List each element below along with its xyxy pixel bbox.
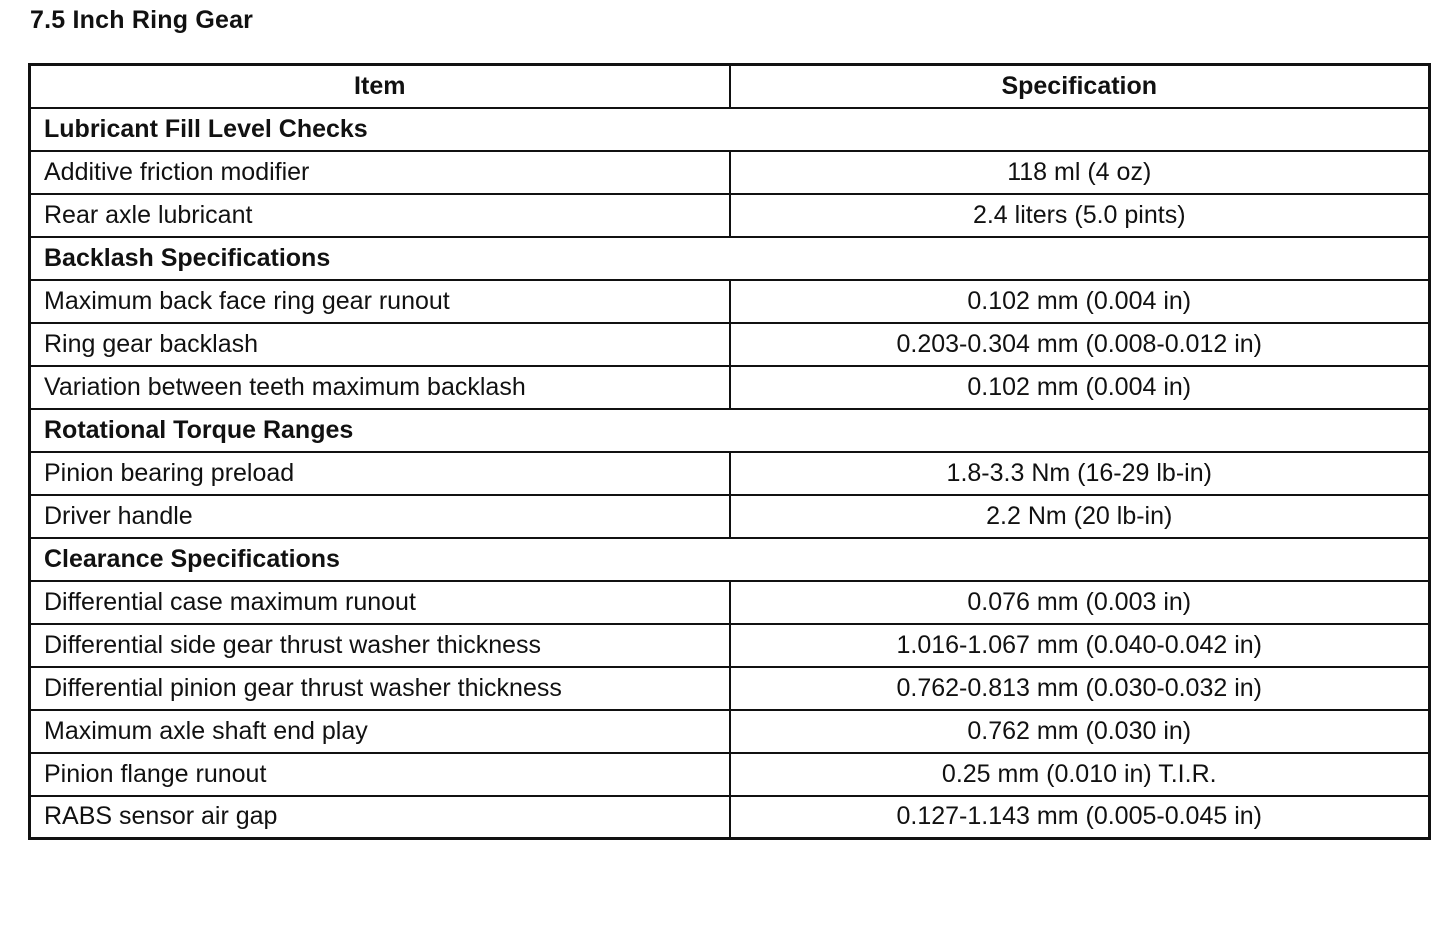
table-row [30, 624, 1430, 667]
spec-cell: 0.762 mm (0.030 in) [730, 710, 1430, 753]
section-clearance-specifications: Clearance Specifications [30, 538, 1430, 581]
header-item: Item [30, 65, 730, 108]
table-row [30, 366, 1430, 409]
section-row [30, 108, 1430, 151]
item-cell: RABS sensor air gap [30, 796, 730, 839]
spec-cell: 0.076 mm (0.003 in) [730, 581, 1430, 624]
section-row [30, 237, 1430, 280]
section-row [30, 409, 1430, 452]
item-cell: Maximum back face ring gear runout [30, 280, 730, 323]
spec-cell: 1.016-1.067 mm (0.040-0.042 in) [730, 624, 1430, 667]
item-cell: Ring gear backlash [30, 323, 730, 366]
item-cell: Rear axle lubricant [30, 194, 730, 237]
table-row [30, 323, 1430, 366]
table-row [30, 710, 1430, 753]
spec-cell: 0.203-0.304 mm (0.008-0.012 in) [730, 323, 1430, 366]
item-cell: Additive friction modifier [30, 151, 730, 194]
section-backlash-specifications: Backlash Specifications [30, 237, 1430, 280]
table-row [30, 151, 1430, 194]
item-cell: Differential pinion gear thrust washer thickness [30, 667, 730, 710]
spec-cell: 2.2 Nm (20 lb-in) [730, 495, 1430, 538]
table-header-row [30, 65, 1430, 108]
item-cell: Maximum axle shaft end play [30, 710, 730, 753]
spec-cell: 0.25 mm (0.010 in) T.I.R. [730, 753, 1430, 796]
spec-cell: 2.4 liters (5.0 pints) [730, 194, 1430, 237]
spec-cell: 0.102 mm (0.004 in) [730, 366, 1430, 409]
spec-table [28, 63, 1431, 840]
item-cell: Variation between teeth maximum backlash [30, 366, 730, 409]
table-row [30, 753, 1430, 796]
table-row [30, 194, 1430, 237]
item-cell: Driver handle [30, 495, 730, 538]
spec-cell: 118 ml (4 oz) [730, 151, 1430, 194]
table-row [30, 452, 1430, 495]
table-row [30, 280, 1430, 323]
item-cell: Pinion flange runout [30, 753, 730, 796]
table-row [30, 495, 1430, 538]
table-row [30, 796, 1430, 839]
table-row [30, 581, 1430, 624]
item-cell: Differential side gear thrust washer thickness [30, 624, 730, 667]
page-title: 7.5 Inch Ring Gear [30, 6, 254, 34]
item-cell: Pinion bearing preload [30, 452, 730, 495]
table-row [30, 667, 1430, 710]
section-rotational-torque-ranges: Rotational Torque Ranges [30, 409, 1430, 452]
item-cell: Differential case maximum runout [30, 581, 730, 624]
spec-cell: 0.127-1.143 mm (0.005-0.045 in) [730, 796, 1430, 839]
spec-cell: 1.8-3.3 Nm (16-29 lb-in) [730, 452, 1430, 495]
section-lubricant-fill-level-checks: Lubricant Fill Level Checks [30, 108, 1430, 151]
header-specification: Specification [730, 65, 1430, 108]
section-row [30, 538, 1430, 581]
spec-cell: 0.102 mm (0.004 in) [730, 280, 1430, 323]
spec-cell: 0.762-0.813 mm (0.030-0.032 in) [730, 667, 1430, 710]
